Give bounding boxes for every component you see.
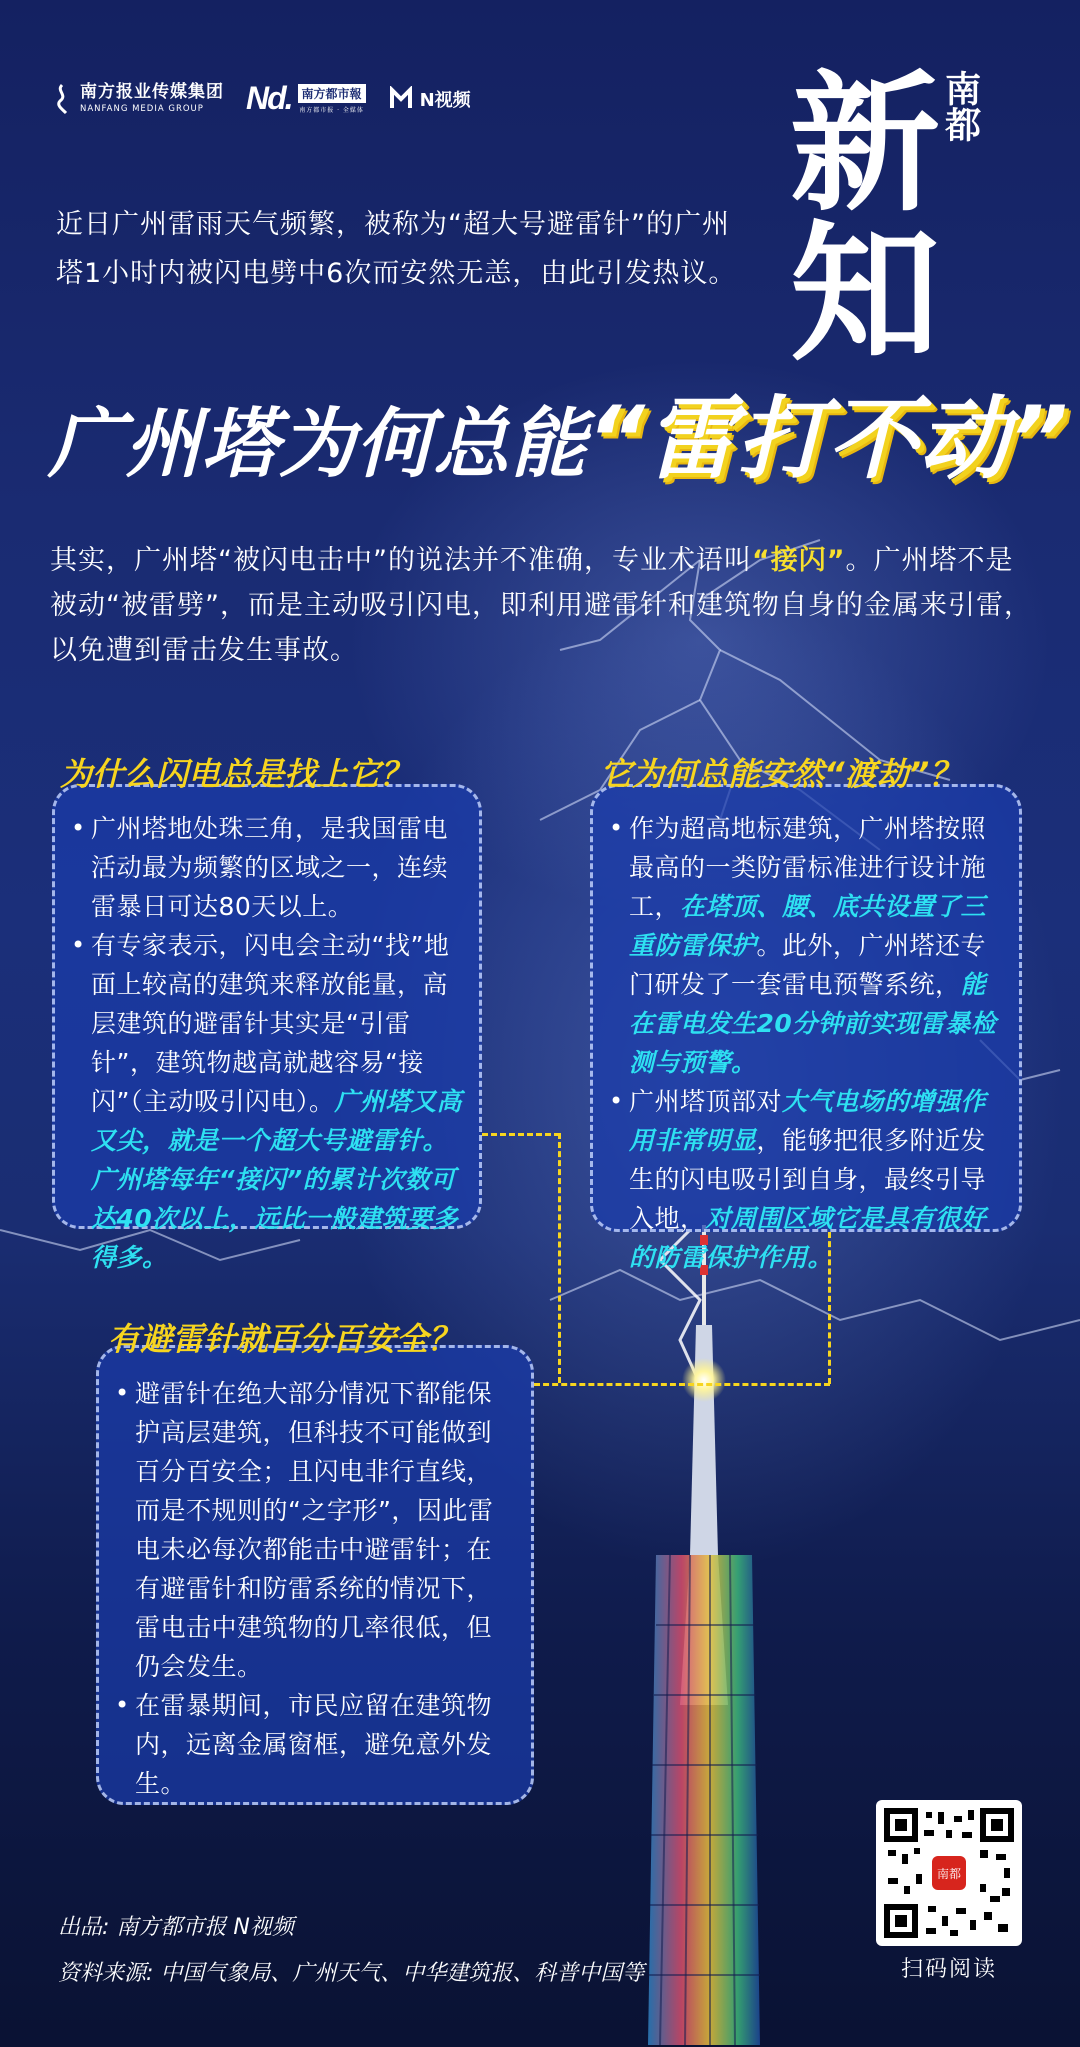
box2-item-1-a: 作为超高地标建筑，广州塔按照最高的一类防雷标准进行设计施工， bbox=[629, 814, 987, 921]
nanfang-logo-icon bbox=[52, 83, 72, 115]
paragraph-highlight: “接闪” bbox=[751, 545, 846, 576]
box2-item-2-d: 对周围区域它是具有很好的防雷保护作用。 bbox=[629, 1204, 987, 1272]
nanfang-logo-text: 南方报业传媒集团 bbox=[80, 81, 224, 102]
box2-item-1 bbox=[609, 809, 1003, 1082]
title-open-quote: “ bbox=[587, 387, 646, 492]
intro-text: 近日广州雷雨天气频繁，被称为“超大号避雷针”的广州塔1小时内被闪电劈中6次而安然无恙，由此引发热议。 bbox=[56, 209, 737, 289]
credits-source: 资料来源: 中国气象局、广州天气、中华建筑报、科普中国等 bbox=[58, 1961, 645, 1986]
xinzhi-brand-logo bbox=[790, 58, 1030, 382]
page-title bbox=[48, 387, 1069, 492]
box2-item-2-b: 大气电场的增强作用非常明显 bbox=[629, 1087, 987, 1155]
qr-badge-text: 南都 bbox=[936, 1867, 962, 1881]
nvideo-logo-icon bbox=[388, 86, 414, 112]
nanfang-media-logo bbox=[52, 83, 224, 115]
box1-item-2-plain: 有专家表示，闪电会主动“找”地面上较高的建筑来释放能量，高层建筑的避雷针其实是“引雷针”，建筑物越高就越容易“接闪”（主动吸引闪电）。 bbox=[91, 931, 450, 1116]
title-main: 广州塔为何总能 bbox=[48, 399, 587, 488]
box2-item-2-a: 广州塔顶部对 bbox=[629, 1087, 783, 1116]
nvideo-logo bbox=[388, 86, 471, 112]
connector-box1 bbox=[482, 1133, 560, 1136]
how-survive-box bbox=[590, 784, 1022, 1272]
credits bbox=[58, 1905, 644, 1997]
brand-big-text: 新知 bbox=[790, 58, 941, 382]
qr-label: 扫码阅读 bbox=[900, 1957, 997, 1982]
nd-logo-mark: Nd. bbox=[246, 80, 292, 116]
nvideo-logo-text: N视频 bbox=[419, 89, 471, 111]
box1-item-2 bbox=[71, 926, 463, 1277]
box2-item-2-c: ，能够把很多附近发生的闪电吸引到自身，最终引导入地， bbox=[629, 1126, 987, 1233]
box1-title: 为什么闪电总是找上它？ bbox=[60, 755, 413, 793]
box2-item-1-b: 在塔顶、腰、底共设置了三重防雷保护 bbox=[629, 892, 987, 960]
why-lightning-box bbox=[52, 784, 482, 1272]
nanfang-logo-en: NANFANG MEDIA GROUP bbox=[80, 103, 204, 114]
box2-item-1-c: 。此外，广州塔还专门研发了一套雷电预警系统， bbox=[629, 931, 987, 999]
header-logos bbox=[52, 80, 471, 117]
box2-title: 它为何总能安然“渡劫”？ bbox=[600, 755, 962, 793]
box2-item-2 bbox=[609, 1082, 1003, 1277]
lightning-rod-safety-box bbox=[96, 1345, 534, 1805]
box2-item-1-d: 能在雷电发生20分钟前实现雷暴检测与预警。 bbox=[629, 970, 997, 1077]
qr-code[interactable] bbox=[876, 1800, 1022, 1946]
qr-code-icon bbox=[884, 1808, 1014, 1938]
paragraph-after: 。广州塔不是被动“被雷劈”，而是主动吸引闪电，即利用避雷针和建筑物自身的金属来引雷，以免遭到雷击发生事故。 bbox=[50, 545, 1032, 666]
box3-item-1: • 避雷针在绝大部分情况下都能保护高层建筑，但科技不可能做到百分百安全；且闪电非行直线，而是不规则的“之字形”，因此雷电未必每次都能击中避雷针；在有避雷针和防雷系统的情况下，雷电击中建筑物的几率很低，但仍会发生。 bbox=[115, 1374, 515, 1686]
title-highlight: 雷打不动 bbox=[645, 387, 1010, 492]
box1-item-2-highlight: 广州塔又高又尖，就是一个超大号避雷针。广州塔每年“接闪”的累计次数可达40次以上，远比一般建筑要多得多。 bbox=[91, 1087, 462, 1272]
box3-item-2: • 在雷暴期间，市民应留在建筑物内，远离金属窗框，避免意外发生。 bbox=[115, 1686, 515, 1803]
paragraph-before: 其实，广州塔“被闪电击中”的说法并不准确，专业术语叫 bbox=[50, 545, 752, 576]
explanation-paragraph bbox=[50, 538, 1035, 673]
connector-box1-vertical bbox=[558, 1133, 561, 1383]
title-close-quote: ” bbox=[1009, 387, 1069, 492]
box1-item-1: • 广州塔地处珠三角，是我国雷电活动最为频繁的区域之一，连续雷暴日可达80天以上。 bbox=[71, 809, 463, 926]
connector-box3 bbox=[534, 1383, 830, 1386]
box3-title: 有避雷针就百分百安全？ bbox=[108, 1320, 461, 1358]
nd-logo-name: 南方都市報 bbox=[298, 84, 366, 103]
nd-logo-sub: 南方都市报 · 全媒体 bbox=[299, 106, 364, 114]
brand-small-text: 南都 bbox=[939, 70, 981, 142]
credits-producer: 出品: 南方都市报 N视频 bbox=[58, 1915, 294, 1940]
nandu-logo bbox=[246, 80, 366, 117]
